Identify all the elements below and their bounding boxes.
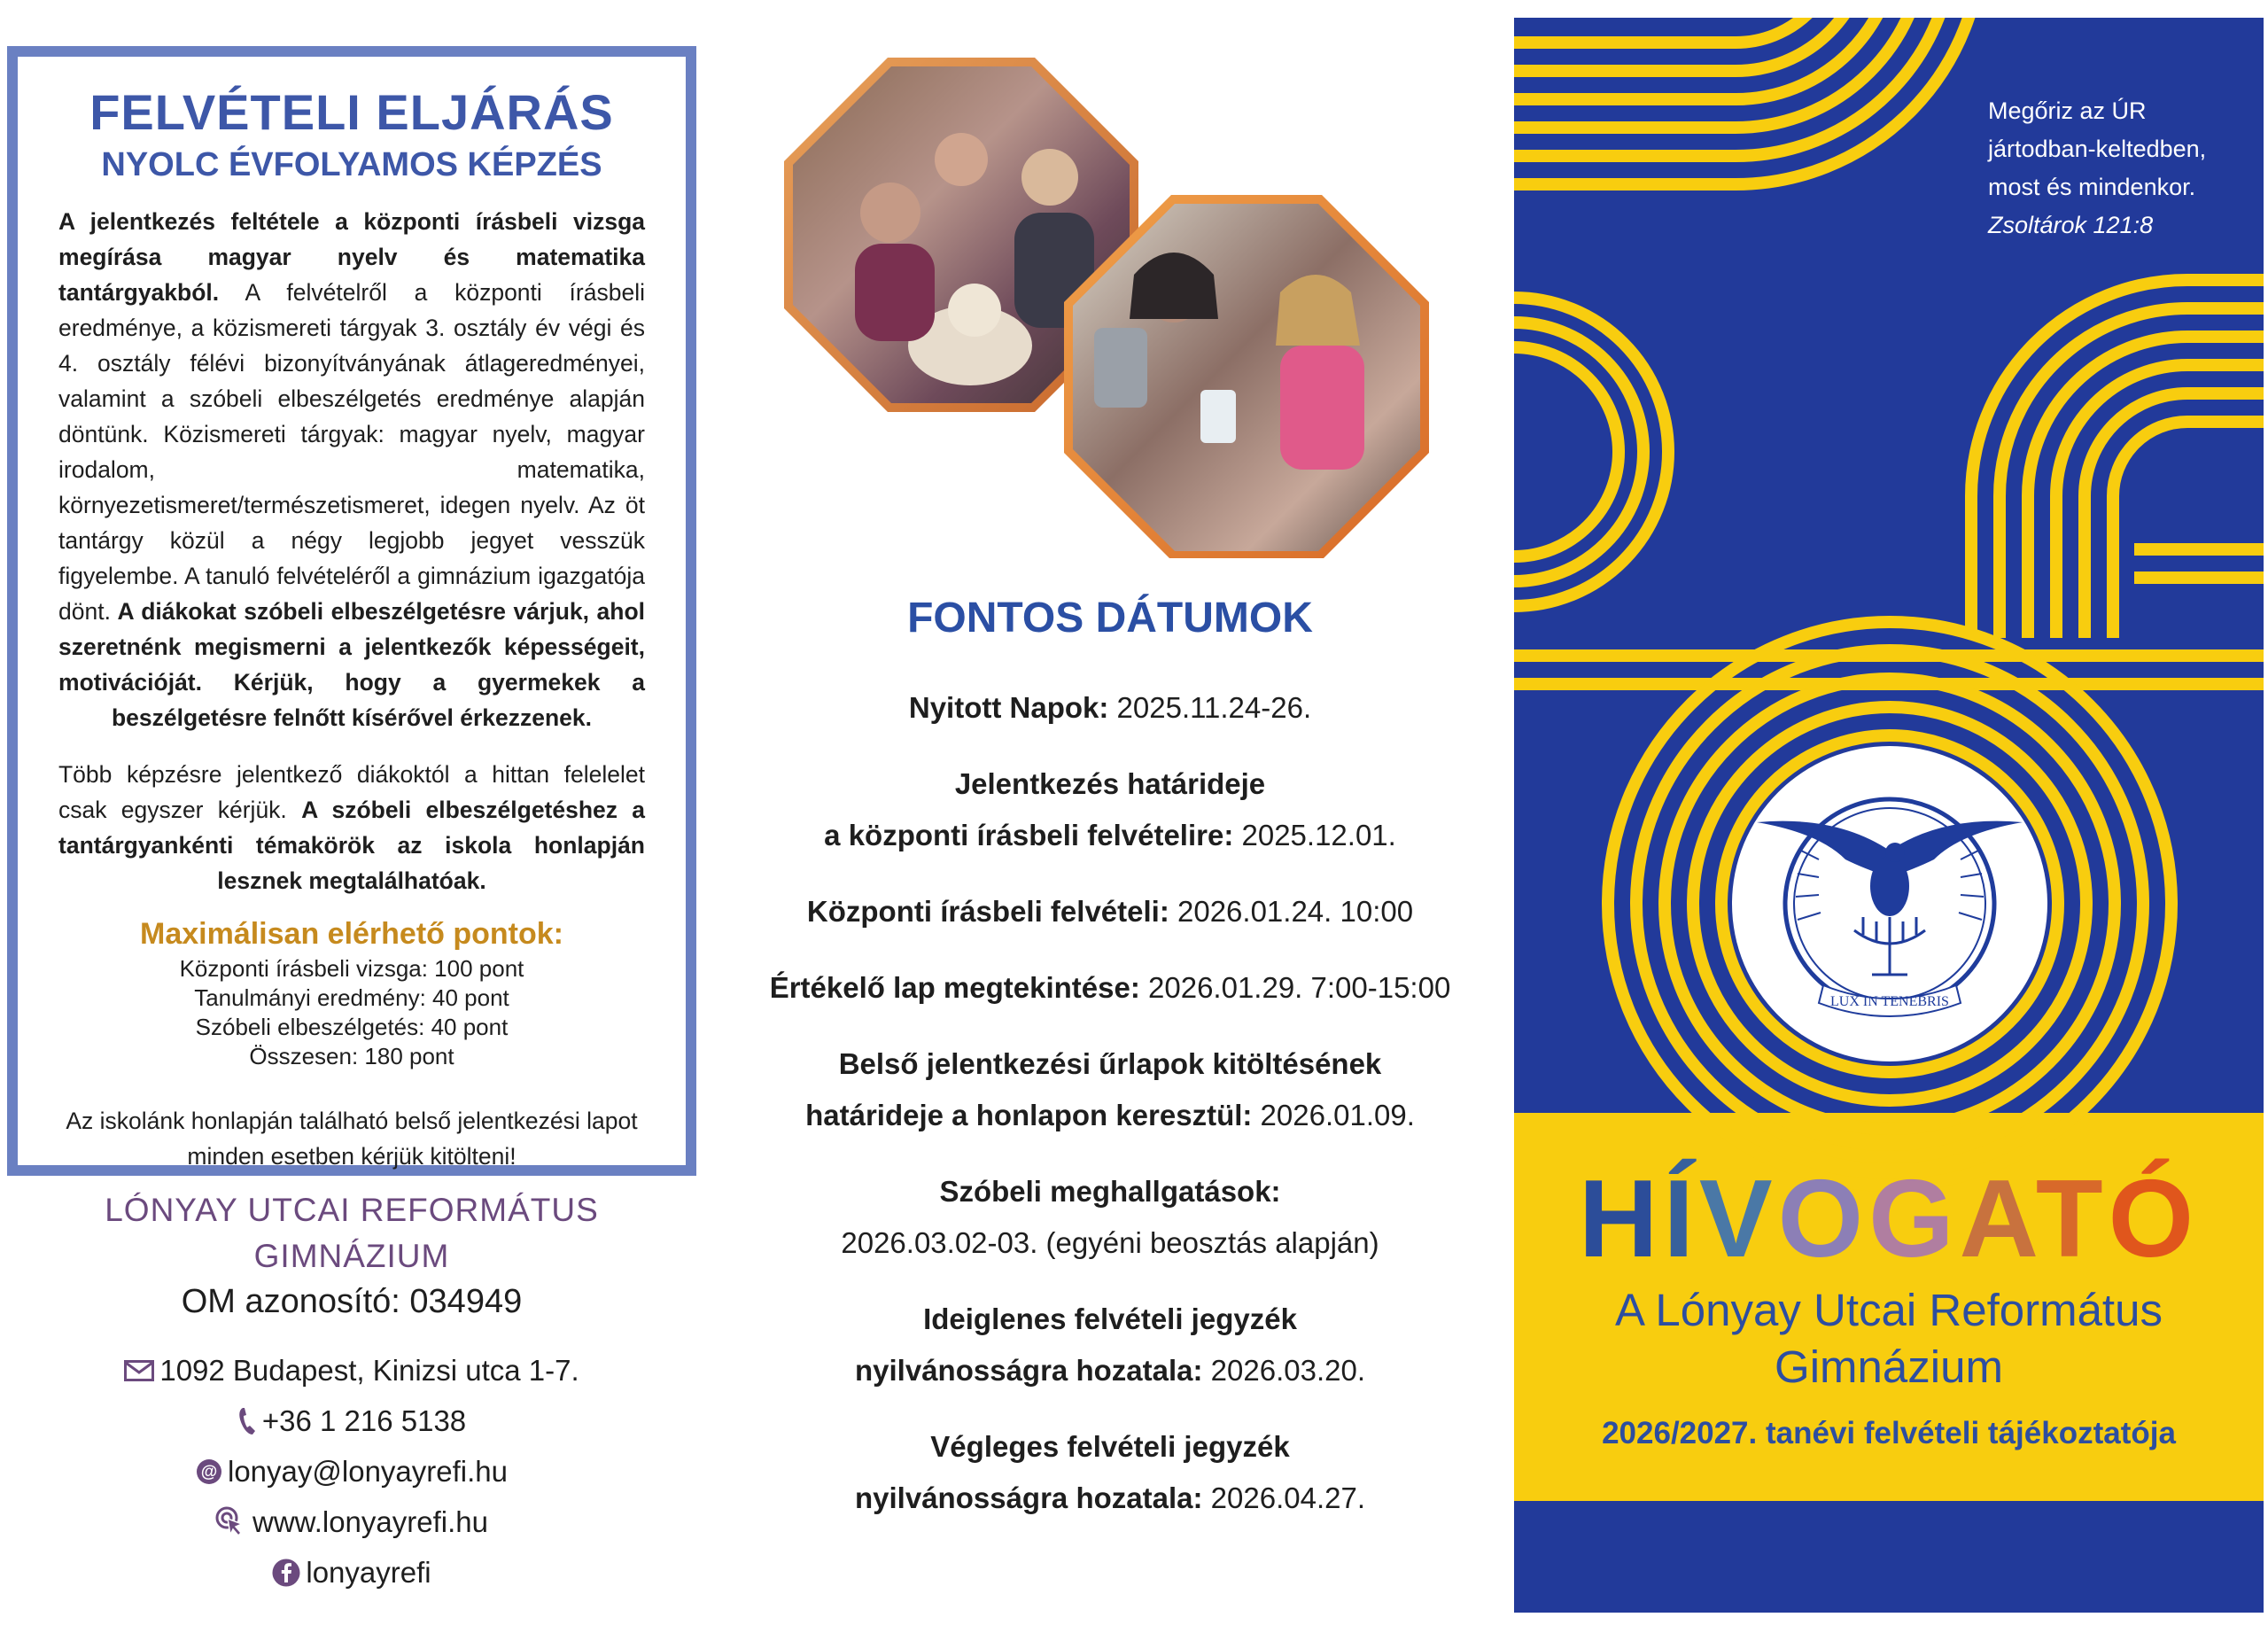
facebook-icon — [272, 1559, 300, 1587]
procedure-title: FELVÉTELI ELJÁRÁS — [89, 84, 614, 140]
title-letter: V — [1698, 1158, 1778, 1280]
svg-text:@: @ — [200, 1462, 218, 1481]
cover-school-line: A Lónyay Utcai Református — [1615, 1285, 2163, 1335]
quote-line: Megőriz az ÚR — [1988, 97, 2147, 124]
procedure-paragraph-2 — [58, 757, 645, 898]
date-label: Szóbeli meghallgatások: — [939, 1175, 1281, 1208]
date-item — [734, 758, 1487, 861]
title-letter: H — [1578, 1158, 1664, 1280]
procedure-bold-3: A szóbeli elbeszélgetéshez a tantárgyankénti témakörök az iskola honlapján lesznek megtalálhatóak. — [58, 796, 646, 894]
school-emblem — [1739, 753, 2040, 1054]
procedure-bold-2: A diákokat szóbeli elbeszélgetésre várjuk, ahol szeretnénk megismerni a jelentkezők képességeit, motivációját. Kérjük, hogy a gyermekek a beszélgetésre felnőtt kísérővel érkezzenek. — [58, 597, 645, 731]
brochure-title — [1514, 1156, 2264, 1282]
student-photos — [784, 53, 1457, 558]
title-letter: A — [1959, 1158, 2036, 1280]
envelope-icon — [124, 1360, 154, 1381]
date-label: nyilvánosságra hozatala: — [855, 1354, 1203, 1387]
facebook-link[interactable]: lonyayrefi — [306, 1555, 431, 1589]
date-item — [734, 1038, 1487, 1141]
cover-school-name — [1514, 1282, 2264, 1396]
address-text: 1092 Budapest, Kinizsi utca 1-7. — [159, 1353, 579, 1387]
procedure-body-1: A felvételről a központi írásbeli eredménye, a közismereti tárgyak 3. osztály év végi és 4. osztály félévi bizonyítványának átlageredményei, valamint a szóbeli elbeszélgetés eredménye alapján döntünk. Közismereti tárgyak: magyar nyelv, magyar irodalom, matematika, környezetismeret/természetismeret, idegen nyelv. Az öt tantárgy közül a négy legjobb jegyet vesszük figyelembe. A tanuló felvételéről a gimnázium igazgatója dönt. — [58, 278, 645, 625]
date-label: Jelentkezés határideje — [954, 767, 1266, 800]
bible-quote — [1988, 92, 2254, 245]
om-id: OM azonosító: 034949 — [181, 1283, 523, 1320]
date-value: 2026.04.27. — [1202, 1481, 1365, 1514]
date-label: Központi írásbeli felvételi: — [806, 895, 1169, 928]
important-dates-title: FONTOS DÁTUMOK — [907, 595, 1313, 641]
date-label: Nyitott Napok: — [908, 691, 1109, 724]
date-item — [734, 962, 1487, 1014]
school-name — [7, 1187, 696, 1279]
date-item — [734, 1421, 1487, 1524]
date-item — [734, 886, 1487, 937]
date-value: 2026.01.29. 7:00-15:00 — [1139, 971, 1451, 1004]
points-item: Tanulmányi eredmény: 40 pont — [194, 984, 509, 1012]
points-title: Maximálisan elérhető pontok: — [140, 916, 563, 951]
quote-reference: Zsoltárok 121:8 — [1988, 212, 2154, 238]
date-item — [734, 1166, 1487, 1269]
date-label: Belső jelentkezési űrlapok kitöltésének — [838, 1047, 1382, 1080]
date-item — [734, 682, 1487, 734]
photo-students-experiment — [1064, 195, 1429, 558]
date-value: 2025.12.01. — [1233, 819, 1396, 851]
quote-line: jártodban-keltedben, — [1988, 136, 2207, 162]
important-dates-list — [734, 682, 1487, 1549]
website-link[interactable]: www.lonyayrefi.hu — [252, 1504, 488, 1538]
date-label: nyilvánosságra hozatala: — [855, 1481, 1203, 1514]
email-row — [7, 1446, 696, 1497]
title-letter: Í — [1663, 1158, 1699, 1280]
procedure-bold-1: A jelentkezés feltétele a központi írásbeli vizsga megírása magyar nyelv és matematika tantárgyakból. — [58, 207, 645, 306]
facebook-row — [7, 1547, 696, 1598]
date-value: 2026.01.09. — [1252, 1099, 1415, 1131]
date-label: a központi írásbeli felvételire: — [824, 819, 1234, 851]
email-link[interactable]: lonyay@lonyayrefi.hu — [228, 1454, 508, 1488]
title-letter: T — [2035, 1158, 2109, 1280]
points-item: Központi írásbeli vizsga: 100 pont — [179, 955, 524, 983]
school-name-line-1: LÓNYAY UTCAI REFORMÁTUS — [105, 1192, 599, 1228]
procedure-subtitle: NYOLC ÉVFOLYAMOS KÉPZÉS — [101, 145, 602, 183]
points-item: Szóbeli elbeszélgetés: 40 pont — [195, 1014, 509, 1041]
emblem-motto: LUX IN TENEBRIS — [1830, 994, 1949, 1009]
application-form-note: Az iskolánk honlapján található belső jelentkezési lapot minden esetben kérjük kitölteni! — [66, 1108, 638, 1170]
date-label: Értékelő lap megtekintése: — [769, 971, 1140, 1004]
points-item: Összesen: 180 pont — [249, 1043, 454, 1070]
web-row — [7, 1497, 696, 1547]
title-letter: Ó — [2108, 1158, 2200, 1280]
address-row — [7, 1345, 696, 1396]
date-value: 2026.03.02-03. (egyéni beosztás alapján) — [841, 1226, 1379, 1259]
quote-line: most és mindenkor. — [1988, 174, 2196, 200]
procedure-paragraph-1 — [58, 204, 645, 735]
cursor-click-icon — [215, 1506, 247, 1538]
school-name-line-2: GIMNÁZIUM — [253, 1238, 450, 1274]
cover-year-line: 2026/2027. tanévi felvételi tájékoztatója — [1602, 1416, 2176, 1450]
title-letter: G — [1868, 1158, 1960, 1280]
date-item — [734, 1294, 1487, 1396]
brochure-cover — [1514, 18, 2264, 1613]
points-list — [58, 954, 645, 1071]
procedure-body-2: Több képzésre jelentkező diákoktól a hittan felelelet csak egyszer kérjük. — [58, 760, 645, 823]
contact-list — [7, 1345, 696, 1598]
date-label: Ideiglenes felvételi jegyzék — [923, 1302, 1297, 1335]
admission-procedure-box — [7, 46, 696, 1176]
date-value: 2026.01.24. 10:00 — [1169, 895, 1414, 928]
cover-school-line: Gimnázium — [1775, 1341, 2003, 1392]
date-value: 2026.03.20. — [1202, 1354, 1365, 1387]
phone-row — [7, 1396, 696, 1446]
procedure-text — [58, 204, 645, 898]
at-icon — [196, 1458, 222, 1485]
phone-icon — [237, 1406, 257, 1436]
date-label: Végleges felvételi jegyzék — [930, 1430, 1290, 1463]
date-label: határideje a honlapon keresztül: — [805, 1099, 1253, 1131]
phone-text[interactable]: +36 1 216 5138 — [261, 1403, 467, 1437]
date-value: 2025.11.24-26. — [1108, 691, 1312, 724]
title-letter: O — [1777, 1158, 1869, 1280]
